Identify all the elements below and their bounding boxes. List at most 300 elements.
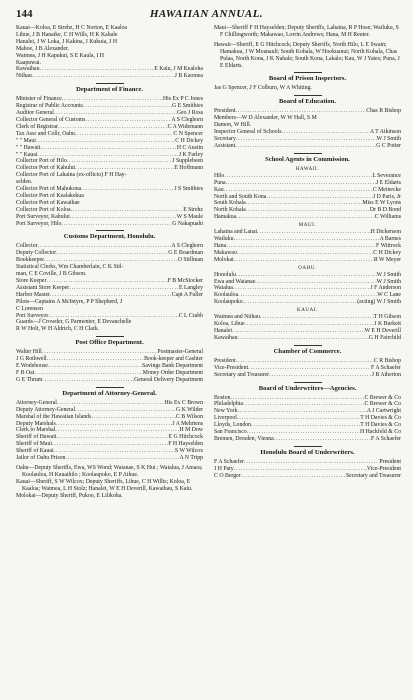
- entry-value: G K Wilder: [175, 406, 203, 413]
- dot-leader: [269, 372, 372, 379]
- dot-leader: [54, 110, 177, 117]
- directory-row: [214, 108, 401, 115]
- section-title: Board of Education.: [279, 98, 336, 106]
- directory-row: [16, 292, 203, 299]
- entry-label: Port Surveyor, Hilo: [16, 220, 62, 227]
- directory-row: [214, 250, 401, 257]
- entry-value: T H Davies & Co: [360, 422, 401, 429]
- directory-row: [214, 415, 401, 422]
- entry-label: J G Rothwell: [16, 356, 47, 363]
- entry-label: San Francisco: [214, 429, 247, 436]
- directory-row: [16, 221, 203, 228]
- paragraph: Jas G Spencer, J F Colburn, W A Whiting.: [214, 85, 312, 92]
- directory-row: [214, 321, 401, 328]
- section-divider: [294, 382, 322, 383]
- dot-leader: [245, 321, 375, 328]
- dot-leader: [54, 448, 175, 455]
- entry-label: Deputy Marshals: [16, 420, 56, 427]
- dot-leader: [36, 138, 175, 145]
- entry-label: " " Kauai: [16, 151, 38, 158]
- dot-leader: [44, 257, 178, 264]
- dot-leader: [34, 370, 142, 377]
- section-title: Board of Underwriters—Agencies.: [258, 384, 357, 392]
- dot-leader: [40, 66, 155, 73]
- directory-row: [16, 179, 203, 186]
- section-title: School Agents in Commission.: [265, 155, 350, 163]
- entry-label: Deputy Attorney-General: [16, 406, 76, 413]
- entry-label: Boston: [214, 394, 231, 401]
- dot-leader: [69, 285, 179, 292]
- entry-label: Clerk to Marshal: [16, 427, 56, 434]
- directory-row: [214, 236, 401, 243]
- entry-label: New York: [214, 408, 238, 415]
- directory-row: [214, 272, 401, 279]
- directory-row: [16, 414, 203, 421]
- entry-label: Minister of Finance: [16, 96, 62, 103]
- dot-leader: [65, 455, 179, 462]
- entry-value: H M Dow: [179, 427, 203, 434]
- directory-row: [16, 257, 203, 264]
- entry-value: E Langley: [179, 284, 203, 291]
- dot-leader: [67, 158, 173, 165]
- entry-value: Vice-President: [366, 465, 401, 472]
- entry-value: T H Gibson: [373, 314, 401, 321]
- intro-line: Hanalei, J W Loka, J Kakina, J Kukuia, J H: [16, 38, 118, 45]
- entry-label: Clerk of Registrar: [16, 123, 58, 130]
- entry-value: J E Eldarts: [375, 179, 401, 186]
- entry-value: C Brewer & Co: [364, 401, 401, 408]
- entry-value: G Nakapuahi: [172, 220, 203, 227]
- entry-label: Secretary and Treasurer: [214, 371, 270, 378]
- entry-value: J B Atherton: [371, 371, 401, 378]
- entry-value: G H Fairchild: [368, 334, 401, 341]
- dot-leader: [238, 335, 369, 342]
- directory-row: [16, 103, 203, 110]
- directory-row: [16, 264, 203, 271]
- dot-leader: [243, 401, 364, 408]
- entry-label: Sheriff of Hawaii: [16, 434, 57, 441]
- dot-leader: [236, 358, 374, 365]
- intro-line: Waimea, J H Kapukui, S E Kaula, I H: [16, 52, 104, 59]
- entry-label: Collector Port of Mahukona: [16, 186, 82, 193]
- entry-value: F Wittrock: [376, 242, 401, 249]
- entry-value: Secretary and Treasurer: [345, 472, 401, 479]
- directory-row: [16, 313, 203, 320]
- dot-leader: [56, 421, 173, 428]
- entry-label: R W Holt, W H Aldrich, C H Clark.: [16, 326, 100, 333]
- dot-leader: [246, 200, 363, 207]
- entry-label: Ewa and Waianae: [214, 278, 256, 285]
- entry-value: H C Austin: [176, 144, 203, 151]
- directory-row: [16, 214, 203, 221]
- dot-leader: [247, 429, 360, 436]
- entry-value: L Severance: [372, 172, 401, 179]
- entry-value: W C Lane: [377, 292, 401, 299]
- dot-leader: [274, 436, 371, 443]
- intro-line: Kauai—Koloa, E Strehz, H C Norton, E Kaaloa: [16, 25, 128, 31]
- entry-label: Collector Port of Lahaina (ex-officio) F H Hay-: [16, 172, 127, 179]
- directory-row: [16, 285, 203, 292]
- entry-label: Assistant Store Keeper: [16, 284, 70, 291]
- dot-leader: [260, 314, 374, 321]
- directory-row: [16, 400, 203, 407]
- directory-row: [214, 194, 401, 201]
- dot-leader: [55, 427, 179, 434]
- section-title: Department of Attorney-General.: [62, 389, 157, 397]
- entry-label: J H Paty: [214, 465, 234, 472]
- directory-row: [16, 138, 203, 145]
- entry-value: C Meinecke: [372, 186, 401, 193]
- dot-leader: [248, 365, 371, 372]
- directory-row: [214, 143, 401, 150]
- entry-label: Kau: [214, 186, 224, 193]
- region-heading: HAWAII.: [295, 166, 320, 172]
- directory-row: [214, 401, 401, 408]
- intro-line: Kaapuwai.: [16, 59, 41, 66]
- entry-label: Koloa, Lihue: [214, 321, 245, 328]
- directory-row: [214, 365, 401, 372]
- directory-row: [214, 395, 401, 402]
- dot-leader: [83, 103, 172, 110]
- dot-leader: [224, 187, 373, 194]
- directory-row: [214, 372, 401, 379]
- entry-value: W J Smith: [376, 271, 401, 278]
- entry-value: H Hackfeld & Co: [359, 429, 401, 436]
- entry-label: Walter Hill: [16, 349, 42, 356]
- entry-label: Honolulu: [214, 271, 236, 278]
- entry-label: North Kohala: [214, 207, 246, 214]
- dot-leader: [237, 415, 360, 422]
- entry-label: selden.: [16, 179, 33, 186]
- entry-label: Inspector General of Schools: [214, 129, 282, 136]
- entry-value: A S Cleghorn: [171, 243, 203, 250]
- directory-row: [214, 180, 401, 187]
- directory-row: [16, 200, 203, 207]
- entry-label: Waialua: [214, 285, 233, 292]
- entry-label: Makawao: [214, 249, 237, 256]
- directory-row: [214, 214, 401, 221]
- entry-label: Registrar of Public Accounts: [16, 103, 83, 110]
- dot-leader: [251, 422, 360, 429]
- directory-row: [214, 436, 401, 443]
- entry-value: C R Bishop: [373, 357, 401, 364]
- dot-leader: [47, 356, 144, 363]
- dot-leader: [91, 414, 176, 421]
- entry-label: Kawaihau: [16, 66, 40, 73]
- entry-value: W S Maule: [176, 213, 203, 220]
- entry-label: Collector General of Customs: [16, 116, 86, 123]
- directory-row: [16, 370, 203, 377]
- region-heading: MAUI.: [298, 223, 317, 229]
- entry-label: Assistant: [214, 142, 236, 149]
- intro-line: Mahoe, J B Alexander.: [16, 45, 69, 52]
- entry-value: R W Meyer: [373, 256, 401, 263]
- entry-value: C H Dickey: [175, 137, 203, 144]
- directory-row: [16, 319, 203, 326]
- dot-leader: [48, 313, 178, 320]
- entry-value: F B McStocker: [167, 278, 203, 284]
- entry-label: Molokai: [214, 256, 234, 263]
- paragraph: Hawaii—Sheriff, E G Hitchcock; Deputy Sheriffs, North Hilo, L E Swain; Hamakua, J W Moanauli; South Kohala, W Hookuanui; North Kohala, Chas Pulaa, North Kona, J K Nahale; South Kona, Lakalo; Kau, W J Yates; Puna, J E Eldarts.: [214, 41, 400, 69]
- paragraph: Molokai—Deputy Sheriff, Pukoo, E Lilikoha.: [16, 492, 123, 499]
- entry-value: J B Kaomea: [174, 73, 203, 80]
- directory-row: [214, 243, 401, 250]
- directory-row: [16, 207, 203, 214]
- dot-leader: [281, 129, 370, 136]
- directory-row: [16, 186, 203, 193]
- entry-value: Postmaster-General: [157, 349, 203, 356]
- entry-label: E Wodehouse: [16, 363, 48, 370]
- entry-label: Store Keeper: [16, 278, 47, 284]
- dot-leader: [236, 272, 377, 279]
- entry-label: Kawaihau: [214, 334, 238, 341]
- directory-row: [214, 314, 401, 321]
- entry-label: President: [214, 108, 236, 115]
- directory-row: [214, 408, 401, 415]
- page-number: 144: [16, 8, 33, 20]
- entry-value: C Brewer & Co: [364, 394, 401, 401]
- entry-value: Money Order Department: [142, 369, 203, 376]
- dot-leader: [234, 466, 367, 473]
- entry-label: Deputy Collector: [16, 250, 57, 257]
- section-title: Customs Department, Honolulu.: [63, 233, 156, 241]
- dot-leader: [50, 292, 172, 299]
- entry-label: Damon, W Hill.: [214, 122, 252, 129]
- entry-value: Dr B D Bond: [369, 207, 401, 214]
- directory-row: [16, 349, 203, 356]
- entry-value: A Barnes: [379, 236, 401, 243]
- directory-row: [214, 129, 401, 136]
- entry-value: J F Anderson: [370, 285, 401, 292]
- entry-value: C B Wilson: [175, 413, 203, 420]
- directory-row: [16, 124, 203, 131]
- dot-leader: [266, 194, 373, 201]
- entry-value: S W Wilcox: [174, 448, 203, 455]
- dot-leader: [234, 257, 374, 264]
- dot-leader: [236, 108, 367, 115]
- entry-value: C H Dickey: [373, 249, 401, 256]
- dot-leader: [230, 395, 364, 402]
- dot-leader: [246, 207, 370, 214]
- entry-label: Koolauloa: [214, 292, 239, 299]
- entry-label: Niihau: [16, 73, 32, 80]
- section-divider: [294, 446, 322, 447]
- directory-row: [214, 285, 401, 292]
- entry-label: Secretary: [214, 135, 236, 142]
- entry-label: Guards—J Crowder, G Parmenter, E Devauchelle: [16, 319, 132, 326]
- entry-value: G C Potter: [376, 142, 401, 149]
- entry-value: G E Smithies: [172, 103, 203, 110]
- paragraph: Maui—Sheriff F H Hayselden; Deputy Sheriffs, Lahaina, R P Hose; Wailuku, S F Chillingworth; Makawao, Lorrin Andrews; Hana, M H Reuter.: [214, 25, 399, 38]
- section-divider: [294, 345, 322, 346]
- dot-leader: [46, 278, 167, 285]
- directory-row: [16, 271, 203, 278]
- entry-label: Koolaupoko: [214, 299, 243, 306]
- directory-row: [214, 459, 401, 466]
- entry-label: Pilots—Captains A McIntyre, P P Shepherd, J: [16, 298, 123, 305]
- directory-row: [16, 363, 203, 370]
- entry-value: J D Paris, Jr: [372, 193, 401, 200]
- dot-leader: [57, 400, 165, 407]
- section-divider: [294, 72, 322, 73]
- dot-leader: [42, 349, 158, 356]
- dot-leader: [226, 243, 376, 250]
- entry-label: Hamakua: [214, 214, 237, 221]
- directory-row: [16, 306, 203, 313]
- entry-value: Miss E W Lyons: [362, 200, 401, 207]
- directory-row: [16, 448, 203, 455]
- entry-label: Vice-President: [214, 364, 249, 371]
- entry-value: Book-keeper and Cashier: [144, 356, 203, 363]
- entry-label: " " Maui: [16, 137, 36, 144]
- directory-row: [214, 335, 401, 342]
- entry-label: F B Oat: [16, 369, 35, 376]
- dot-leader: [243, 299, 358, 306]
- dot-leader: [238, 408, 367, 415]
- entry-value: H Dickenson: [370, 229, 401, 236]
- dot-leader: [232, 328, 365, 335]
- entry-label: Collector Port of Koloa: [16, 206, 71, 213]
- entry-value: President: [379, 458, 401, 465]
- entry-label: Auditor General: [16, 110, 54, 117]
- entry-value: J Supplebeen: [172, 158, 203, 165]
- section-title: Post Office Department.: [75, 339, 144, 347]
- directory-row: [214, 466, 401, 473]
- section-divider: [96, 83, 124, 84]
- entry-label: Collector Port of Hilo: [16, 158, 67, 165]
- dot-leader: [70, 214, 177, 221]
- entry-label: Members—W D Alexander, W W Hall, S M: [214, 115, 317, 122]
- directory-row: [214, 187, 401, 194]
- entry-value: J S Smithies: [174, 186, 203, 193]
- entry-value: His Ex P C Jones: [162, 96, 203, 103]
- dot-leader: [32, 73, 175, 80]
- directory-row: [214, 173, 401, 180]
- dot-leader: [75, 407, 176, 414]
- dot-leader: [237, 250, 373, 257]
- entry-label: G E Thrum: [16, 376, 43, 383]
- entry-value: F A Schaefer: [371, 364, 401, 371]
- directory-row: [214, 473, 401, 480]
- entry-value: J K Burkett: [374, 321, 401, 328]
- entry-value: T H Davies & Co: [360, 415, 401, 422]
- entry-value: F A Schaefer: [371, 435, 401, 442]
- directory-row: [214, 115, 401, 122]
- right-column: [214, 25, 401, 480]
- entry-value: Savings Bank Department: [142, 363, 203, 370]
- dot-leader: [241, 473, 346, 480]
- entry-label: Tax Assr and Collr, Oahu: [16, 130, 75, 137]
- directory-row: [16, 326, 203, 333]
- dot-leader: [224, 173, 372, 180]
- entry-value: G E Boardman: [168, 250, 203, 257]
- entry-label: Port Surveyor, Kahului: [16, 213, 70, 220]
- section-divider: [96, 336, 124, 337]
- entry-value: Chas R Bishop: [366, 108, 401, 115]
- region-heading: KAUAI.: [297, 308, 318, 314]
- entry-label: Wailuku: [214, 236, 234, 243]
- directory-row: [16, 117, 203, 124]
- directory-row: [16, 421, 203, 428]
- entry-value: W J Smith: [376, 278, 401, 285]
- entry-label: Collector: [16, 243, 38, 250]
- paragraph: Kauai—Sheriff, S W Wilcox; Deputy Sheriffs, Lihue, C H Willis; Koloa, E Kaaloa; Waimea, L H Stolz; Hanalei, W E H Deverill, Kawaihau, S Kaiu.: [16, 478, 193, 492]
- entry-label: South Kohala: [214, 200, 246, 207]
- dot-leader: [234, 236, 380, 243]
- page-header: [16, 8, 397, 22]
- entry-label: Sheriff of Maui: [16, 441, 52, 448]
- directory-row: [16, 278, 203, 285]
- entry-label: President: [214, 357, 236, 364]
- entry-value: A S Cleghorn: [171, 116, 203, 123]
- entry-label: Waimea and Niihau: [214, 314, 260, 321]
- dot-leader: [61, 221, 172, 228]
- entry-label: " " Hawaii: [16, 144, 41, 151]
- dot-leader: [71, 207, 184, 214]
- entry-label: Lahaina and Lanai: [214, 229, 258, 236]
- section-title: Chamber of Commerce.: [273, 347, 342, 355]
- entry-value: A N Tripp: [179, 455, 203, 462]
- entry-value: J A Mehrtens: [172, 420, 203, 427]
- directory-row: [16, 131, 203, 138]
- entry-value: J K Farley: [178, 151, 203, 158]
- entry-value: O Stillman: [177, 257, 203, 264]
- entry-label: Hilo: [214, 172, 225, 179]
- dot-leader: [233, 285, 371, 292]
- directory-row: [16, 407, 203, 414]
- dot-leader: [236, 136, 377, 143]
- directory-row: [214, 299, 401, 306]
- directory-row: [214, 207, 401, 214]
- dot-leader: [244, 459, 379, 466]
- entry-label: Port Surveyor: [16, 312, 49, 319]
- directory-row: [214, 136, 401, 143]
- directory-row: [16, 193, 203, 200]
- entry-label: Collector Port of Kawaihae: [16, 199, 80, 206]
- dot-leader: [40, 145, 177, 152]
- entry-value: A T Atkinson: [369, 129, 401, 136]
- entry-label: Hana: [214, 242, 227, 249]
- section-divider: [96, 387, 124, 388]
- dot-leader: [85, 117, 171, 124]
- directory-row: [214, 200, 401, 207]
- entry-label: Liverpool: [214, 415, 237, 422]
- dot-leader: [255, 279, 376, 286]
- directory-row: [214, 328, 401, 335]
- dot-leader: [56, 250, 168, 257]
- directory-row: [214, 229, 401, 236]
- entry-label: Jailor of Oahu Prison: [16, 455, 66, 462]
- dot-leader: [257, 229, 370, 236]
- directory-row: [16, 455, 203, 462]
- dot-leader: [48, 363, 142, 370]
- entry-value: W E H Deverill: [364, 328, 401, 334]
- directory-row: [16, 356, 203, 363]
- entry-value: General Delivery Department: [134, 376, 203, 383]
- entry-value: E G Hitchcock: [168, 434, 203, 441]
- section-title: Department of Finance.: [76, 86, 143, 94]
- directory-row: [16, 243, 203, 250]
- section-title: Honolulu Board of Underwriters.: [260, 448, 355, 456]
- paragraph: Oahu—Deputy Sheriffs, Ewa, WS Wond; Waianae, S K Hui ; Waialua, J Amara; Koolauloa, H Kauaihilo ; Koolaupoko, E P Aikue.: [16, 464, 203, 478]
- entry-value: W J Smith: [376, 135, 401, 142]
- section-title: Board of Prison Inspectors.: [268, 75, 347, 83]
- region-heading: OAHU.: [298, 265, 317, 271]
- directory-row: [16, 250, 203, 257]
- entry-value: E Strehz: [183, 206, 203, 213]
- intro-line: Lihue, J B Hanaike, C H Wills, H K Kahale: [16, 31, 118, 38]
- entry-value: Capt A Fuller: [171, 291, 203, 298]
